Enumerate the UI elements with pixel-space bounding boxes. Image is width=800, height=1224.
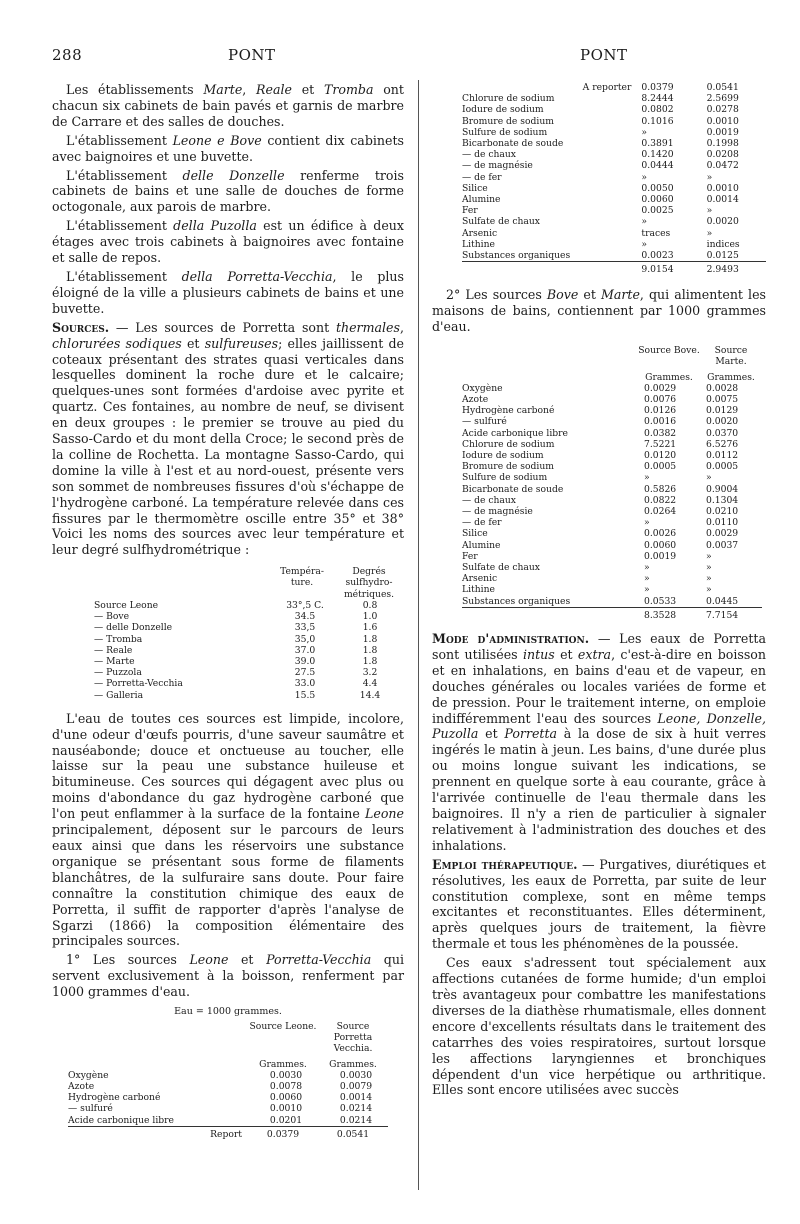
row-value: » — [706, 584, 712, 596]
row-value: » — [644, 562, 650, 574]
paragraph: 2° Les sources Bove et Marte, qui alimentent les maisons de bains, contiennent par 1000 grammes d'eau. — [432, 287, 766, 335]
table-row — [462, 461, 762, 472]
row-label: Hydrogène carboné — [462, 405, 555, 417]
row-value: » — [706, 171, 713, 183]
row-value: 0.0060 — [644, 539, 677, 551]
row-value: 0.0014 — [706, 194, 739, 206]
row-label: — Porretta-Vecchia — [94, 678, 183, 690]
row-label: — Bove — [94, 611, 130, 623]
row-value: 0.0120 — [644, 450, 677, 461]
row-value: 7.5221 — [644, 438, 677, 450]
table-row — [68, 1103, 388, 1114]
row-value: 27.5 — [294, 667, 316, 679]
total-value: 9.0154 — [635, 262, 700, 276]
row-value: 35,0 — [294, 633, 316, 645]
table-row — [462, 138, 766, 149]
row-value: 0.0016 — [644, 416, 677, 428]
running-title-left: PONT — [228, 46, 276, 64]
row-value: 0.0110 — [706, 517, 739, 529]
areport-value: 0.0379 — [641, 82, 674, 93]
row-value: 0.0278 — [706, 104, 739, 116]
row-value: 1.6 — [362, 622, 378, 634]
row-value: 0.0214 — [339, 1103, 373, 1115]
row-value: traces — [641, 227, 671, 239]
row-value: 37.0 — [294, 644, 316, 656]
row-value: 33.0 — [294, 678, 316, 690]
table-row — [462, 405, 762, 416]
row-value: 0.0129 — [706, 405, 739, 417]
table-row — [462, 194, 766, 205]
total-value: 8.3528 — [638, 607, 700, 621]
row-label: Chlorure de sodium — [462, 93, 555, 105]
table-row — [462, 584, 762, 595]
row-value: 0.0026 — [644, 528, 677, 540]
table-row — [462, 506, 762, 517]
row-value: » — [644, 584, 650, 596]
row-value: 1.8 — [362, 644, 378, 656]
composition-table-1-continued — [462, 82, 766, 275]
table-row — [462, 495, 762, 506]
row-label: — de magnésie — [462, 160, 533, 172]
row-label: — Puzzola — [94, 667, 142, 679]
row-value: » — [644, 472, 650, 484]
row-label: — de fer — [462, 171, 502, 183]
table-row — [462, 450, 762, 461]
row-value: 0.0028 — [706, 382, 739, 394]
row-value: 0.0005 — [706, 461, 739, 473]
paragraph: L'établissement della Porretta-Vecchia, le plus éloigné de la ville a plusieurs cabinets de bains et une buvette. — [52, 268, 404, 316]
table-row — [94, 678, 402, 689]
row-value: 0.1304 — [706, 494, 739, 506]
row-value: 0.0533 — [644, 595, 677, 607]
row-value: 33°,5 C. — [286, 599, 324, 611]
row-value: 0.0019 — [644, 550, 677, 562]
table-row — [462, 239, 766, 250]
table-row — [462, 250, 766, 262]
table-row — [462, 149, 766, 160]
report-value: 0.0379 — [248, 1126, 318, 1140]
row-value: 3.2 — [362, 667, 378, 679]
row-value: indices — [706, 238, 740, 250]
table-row — [462, 394, 762, 405]
col-header: Source Marte. — [714, 345, 748, 368]
row-label: Azote — [68, 1081, 95, 1093]
table-row — [462, 517, 762, 528]
row-label: Sulfate de chaux — [462, 216, 540, 228]
paragraph-sources: Sources. — Les sources de Porretta sont thermales, chlorurées sodiques et sulfureuses; elles jaillissent de coteaux présentant des strates quasi verticales dans lesquelles dominent la roche dure et le calcaire; quelques-unes sont formées d'ardoise avec pyrite et quartz. Ces fontaines, au nombre de neuf, se divisent en deux groupes : le premier se trouve au pied du Sasso-Cardo et du mont della Croce; le second près de la colline de Rochetta. La montagne Sasso-Cardo, qui domine la ville à l'est et au nord-ouest, présente vers son sommet de nombreuses fissures d'où s'échappe de l'hydrogène carboné. La température relevée dans ces fissures par le thermomètre oscille entre 35° et 38° Voici les noms des sources avec leur température et leur degré sulfhydrométrique : — [52, 319, 404, 558]
page-number: 288 — [52, 46, 83, 64]
row-label: Source Leone — [94, 599, 159, 611]
areport-value: 0.0541 — [706, 82, 739, 93]
row-value: 0.0112 — [706, 450, 739, 461]
table-row — [68, 1070, 388, 1081]
col-header: Source Leone. — [249, 1021, 317, 1033]
row-value: 0.0029 — [706, 528, 739, 540]
row-value: 0.0020 — [706, 416, 739, 428]
column-divider — [418, 80, 419, 1190]
table-row — [94, 634, 402, 645]
table-caption: Eau = 1000 grammes. — [174, 1006, 282, 1018]
table-row — [462, 383, 762, 394]
row-label: Oxygène — [68, 1069, 109, 1081]
table-row — [68, 1115, 388, 1127]
unit-label: Grammes. — [707, 371, 755, 383]
section-label: Mode d'administration. — [432, 631, 590, 647]
row-value: 0.0010 — [269, 1103, 303, 1115]
paragraph: L'établissement della Puzolla est un édifice à deux étages avec trois cabinets à baignoires avec fontaine et salle de repos. — [52, 218, 405, 266]
left-column — [52, 82, 404, 1140]
right-column — [432, 82, 766, 1101]
row-label: — Reale — [94, 644, 133, 656]
row-value: 0.0023 — [641, 250, 674, 262]
row-value: 0.0214 — [339, 1114, 373, 1126]
row-value: » — [641, 216, 648, 228]
row-value: » — [644, 517, 650, 529]
row-value: 0.9004 — [706, 483, 739, 495]
row-value: » — [706, 550, 712, 562]
row-value: 0.1998 — [706, 138, 739, 150]
report-value: 0.0541 — [318, 1126, 388, 1140]
row-value: 0.0201 — [269, 1114, 303, 1126]
col-header: Source Porretta Vecchia. — [333, 1021, 373, 1055]
row-value: 0.0210 — [706, 506, 739, 518]
paragraph: Ces eaux s'adressent tout spécialement aux affections cutanées de forme humide; d'un emploi très avantageux pour combattre les manifestations diverses de la diathèse rhumatismale, elles donnent encore d'excellents résultats dans le traitement des catarrhes des voies respiratoires, surtout lorsque les affections laryngiennes et bronchiques dépendent d'un vice herpétique ou arthritique. Elles sont encore utilisées avec succès — [432, 955, 766, 1098]
row-value: 0.0010 — [706, 115, 739, 127]
total-value: 2.9493 — [701, 262, 766, 276]
table-row — [462, 551, 762, 562]
row-label: Oxygène — [462, 382, 503, 394]
row-label: — de chaux — [462, 149, 516, 161]
unit-label: Grammes. — [645, 371, 693, 383]
row-value: 0.0822 — [644, 494, 677, 506]
temperature-table — [94, 566, 402, 700]
row-value: 1.0 — [362, 611, 378, 623]
row-value: 0.1016 — [641, 115, 674, 127]
row-value: 33,5 — [294, 622, 316, 634]
row-value: 0.0014 — [339, 1092, 373, 1104]
row-label: Sulfate de chaux — [462, 562, 540, 574]
table-row — [462, 528, 762, 539]
row-value: 0.0030 — [269, 1069, 303, 1081]
table-row — [462, 172, 766, 183]
row-value: 0.0382 — [644, 427, 677, 439]
table-row — [94, 622, 402, 633]
row-label: Hydrogène carboné — [68, 1092, 161, 1104]
row-label: — delle Donzelle — [94, 622, 173, 634]
row-value: 0.0208 — [706, 149, 739, 161]
row-value: 0.5826 — [644, 483, 677, 495]
row-value: 0.8 — [362, 599, 378, 611]
table-row — [462, 416, 762, 427]
row-value: 14.4 — [359, 689, 381, 701]
row-value: 0.0060 — [641, 194, 674, 206]
row-value: 0.0029 — [644, 382, 677, 394]
row-label: Fer — [462, 550, 478, 562]
row-value: 0.3891 — [641, 138, 674, 150]
row-value: 0.0445 — [706, 595, 739, 607]
table-row — [462, 116, 766, 127]
row-label: — Marte — [94, 655, 135, 667]
row-value: 0.0037 — [706, 539, 739, 551]
table-row — [94, 645, 402, 656]
row-label: Bicarbonate de soude — [462, 138, 564, 150]
unit-label: Grammes. — [329, 1058, 377, 1070]
row-label: Lithine — [462, 584, 495, 596]
row-value: 2.5699 — [706, 93, 739, 105]
row-value: » — [706, 573, 712, 585]
row-value: » — [706, 472, 712, 484]
row-label: Chlorure de sodium — [462, 438, 555, 450]
row-label: Acide carbonique libre — [68, 1114, 174, 1126]
col-header: Tempéra-ture. — [280, 566, 324, 589]
table-row — [462, 228, 766, 239]
row-label: — sulfuré — [462, 416, 507, 428]
row-value: 1.8 — [362, 633, 378, 645]
table-row — [462, 216, 766, 227]
row-label: Arsenic — [462, 573, 498, 585]
table-row — [462, 127, 766, 138]
table-row — [94, 611, 402, 622]
table-row — [94, 656, 402, 667]
table-row — [462, 104, 766, 115]
row-label: — de magnésie — [462, 506, 533, 518]
table-row — [462, 540, 762, 551]
row-value: 0.0126 — [644, 405, 677, 417]
row-label: Substances organiques — [462, 250, 571, 262]
paragraph: 1° Les sources Leone et Porretta-Vecchia qui servent exclusivement à la boisson, renferment par 1000 grammes d'eau. — [52, 952, 404, 1000]
row-label: Bromure de sodium — [462, 461, 554, 473]
composition-table-2 — [462, 345, 762, 621]
paragraph: L'établissement delle Donzelle renferme trois cabinets de bains et une salle de douches de forme octogonale, aux parois de marbre. — [52, 167, 404, 215]
row-value: 0.1420 — [641, 149, 674, 161]
table-row — [462, 205, 766, 216]
row-value: » — [706, 205, 713, 217]
row-label: Sulfure de sodium — [462, 126, 548, 138]
row-value: 0.0075 — [706, 393, 739, 405]
row-value: 0.0370 — [706, 427, 739, 439]
row-label: Iodure de sodium — [462, 104, 544, 116]
row-value: 0.0060 — [269, 1092, 303, 1104]
row-value: 0.0076 — [644, 393, 677, 405]
table-row — [68, 1081, 388, 1092]
row-label: Silice — [462, 528, 488, 540]
row-label: Alumine — [462, 194, 501, 206]
table-row — [94, 600, 402, 611]
paragraph: L'établissement Leone e Bove contient dix cabinets avec baignoires et une buvette. — [52, 132, 404, 164]
row-value: » — [706, 227, 713, 239]
row-label: — sulfuré — [68, 1103, 113, 1115]
row-label: — de fer — [462, 517, 502, 529]
row-label: Silice — [462, 182, 488, 194]
table-row — [462, 93, 766, 104]
row-value: 39.0 — [294, 655, 316, 667]
table-row — [462, 428, 762, 439]
composition-table-1 — [68, 1021, 388, 1140]
section-label: Emploi thérapeutique. — [432, 856, 578, 872]
row-value: 0.0005 — [644, 461, 677, 473]
row-value: » — [641, 238, 648, 250]
paragraph-administration: Mode d'administration. — Les eaux de Porretta sont utilisées intus et extra, c'est-à-dire en boisson et en inhalations, en bains d'eau et de vapeur, en douches générales ou locales variées de forme et de pression. Pour le traitement interne, on emploie indifféremment l'eau des sources Leone, Donzelle, Puzolla et Porretta à la dose de six à huit verres ingérés le matin à jeun. Les bains, d'une durée plus ou moins longue suivant les indications, se prennent en quelque sorte à eau courante, grâce à l'arrivée continuelle de l'eau thermale dans les baignoires. Il n'y a rien de particulier à signaler relativement à l'administration des douches et des inhalations. — [432, 631, 766, 853]
row-label: Bicarbonate de soude — [462, 483, 564, 495]
table-row — [462, 439, 762, 450]
row-value: 0.0025 — [641, 205, 674, 217]
row-value: 0.0079 — [339, 1081, 373, 1093]
table-row — [462, 484, 762, 495]
table-row — [462, 562, 762, 573]
row-label: Alumine — [462, 539, 501, 551]
row-value: 8.2444 — [641, 93, 674, 105]
row-value: 15.5 — [294, 689, 316, 701]
table-row — [462, 183, 766, 194]
row-value: 0.0078 — [269, 1081, 303, 1093]
table-row — [462, 472, 762, 483]
row-value: » — [706, 562, 712, 574]
report-label: Report — [68, 1126, 248, 1140]
row-value: 0.0444 — [641, 160, 674, 172]
table-row — [68, 1092, 388, 1103]
table-row — [94, 690, 402, 701]
row-value: 34.5 — [294, 611, 316, 623]
row-value: » — [641, 126, 648, 138]
paragraph: L'eau de toutes ces sources est limpide, incolore, d'une odeur d'œufs pourris, d'une saveur saumâtre et nauséabonde; douce et onctueuse au toucher, elle laisse sur la peau une substance huileuse et bitumineuse. Ces sources qui dégagent avec plus ou moins d'abondance du gaz hydrogène carboné que l'on peut enflammer à la surface de la fontaine Leone principalement, déposent sur le parcours de leurs eaux ainsi que dans les réservoirs une substance organique se présentant sous forme de filaments blanchâtres, de la sulfuraire sans doute. Pour faire connaître la constitution chimique des eaux de Porretta, il suffit de rapporter d'après l'analyse de Sgarzi (1866) la composition élémentaire des principales sources. — [52, 710, 404, 949]
row-label: Acide carbonique libre — [462, 427, 568, 439]
row-value: 4.4 — [362, 678, 378, 690]
paragraph-therapeutic: Emploi thérapeutique. — Purgatives, diurétiques et résolutives, les eaux de Porretta, par suite de leur constitution complexe, sont en même temps excitantes et reconstituantes. Elles déterminent, après quelques jours de traitement, la fièvre thermale et tous les phénomènes de la poussée. — [432, 856, 766, 952]
row-value: 0.0472 — [706, 160, 739, 172]
row-label: — Galleria — [94, 689, 144, 701]
row-label: Arsenic — [462, 227, 498, 239]
row-value: » — [644, 573, 650, 585]
row-label: Iodure de sodium — [462, 450, 544, 461]
row-label: Bromure de sodium — [462, 115, 554, 127]
areport-label: A reporter — [582, 82, 632, 93]
row-value: 0.0125 — [706, 250, 739, 262]
row-value: 0.0264 — [644, 506, 677, 518]
section-label: Sources. — [52, 319, 110, 335]
row-label: — de chaux — [462, 494, 516, 506]
table-row — [94, 667, 402, 678]
row-label: Fer — [462, 205, 478, 217]
row-label: Sulfure de sodium — [462, 472, 548, 484]
row-value: 1.8 — [362, 655, 378, 667]
row-value: 0.0030 — [339, 1069, 373, 1081]
col-header: Source Bove. — [638, 345, 700, 357]
row-value: 0.0050 — [641, 182, 674, 194]
row-value: » — [641, 171, 648, 183]
paragraph: Les établissements Marte, Reale et Tromba ont chacun six cabinets de bain pavés et garnis de marbre de Carrare et des salles de douches. — [52, 82, 404, 129]
row-label: — Tromba — [94, 633, 143, 645]
table-row — [462, 596, 762, 608]
row-value: 0.0010 — [706, 182, 739, 194]
row-value: 0.0020 — [706, 216, 739, 228]
running-title-right: PONT — [580, 46, 628, 64]
table-row — [462, 160, 766, 171]
table-row — [462, 573, 762, 584]
unit-label: Grammes. — [259, 1058, 307, 1070]
row-value: 0.0019 — [706, 126, 739, 138]
row-label: Azote — [462, 393, 489, 405]
row-value: 0.0802 — [641, 104, 674, 116]
row-label: Lithine — [462, 238, 495, 250]
row-value: 6.5276 — [706, 438, 739, 450]
row-label: Substances organiques — [462, 595, 571, 607]
col-header: Degrés sulfhydro-métriques. — [343, 566, 395, 600]
total-value: 7.7154 — [700, 607, 762, 621]
